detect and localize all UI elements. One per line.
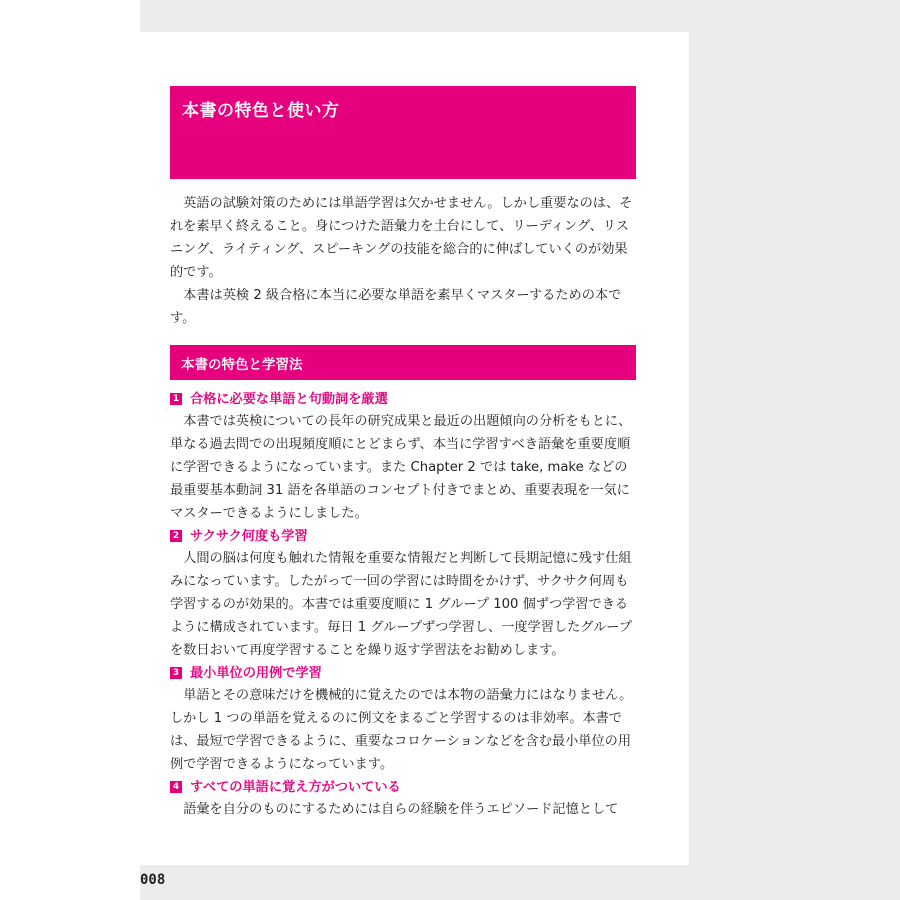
feature-body: 単語とその意味だけを機械的に覚えたのでは本物の語彙力にはなりません。しかし 1 つの単語を覚えるのに例文をまるごと学習するのは非効率。本書では、最短で学習できるように、重要なコロケーションなどを含む最小単位の用例で学習できるようになっています。 <box>170 688 633 772</box>
feature-heading <box>170 525 636 547</box>
feature-number-badge: 4 <box>170 781 182 793</box>
feature-heading-text: サクサク何度も学習 <box>190 528 308 544</box>
feature-number-badge: 2 <box>170 530 182 542</box>
feature-heading <box>170 662 636 684</box>
page-number: 008 <box>140 872 166 888</box>
feature-body: 人間の脳は何度も触れた情報を重要な情報だと判断して長期記憶に残す仕組みになっています。したがって一回の学習には時間をかけず、サクサク何周も学習するのが効果的。本書では重要度順に 1 グループ 100 個ずつ学習できるように構成されています。毎日 1 グループずつ学習し、一度学習したグループを数日おいて再度学習することを繰り返す学習法をお勧めします。 <box>170 551 632 658</box>
intro-paragraph: 本書は英検 2 級合格に本当に必要な単語を素早くマスターするための本です。 <box>170 288 622 326</box>
feature-item <box>170 662 636 776</box>
feature-list <box>170 388 636 821</box>
book-page <box>140 32 689 865</box>
intro-paragraph: 英語の試験対策のためには単語学習は欠かせません。しかし重要なのは、それを素早く終えること。身につけた語彙力を土台にして、リーディング、リスニング、ライティング、スピーキングの技能を総合的に伸ばしていくのが効果的です。 <box>170 196 633 280</box>
feature-number-badge: 3 <box>170 667 182 679</box>
feature-number-badge: 1 <box>170 393 182 405</box>
title-block <box>170 86 636 179</box>
feature-heading <box>170 388 636 410</box>
feature-heading-text: 最小単位の用例で学習 <box>190 665 322 681</box>
section-title: 本書の特色と学習法 <box>181 357 303 373</box>
feature-body: 語彙を自分のものにするためには自らの経験を伴うエピソード記憶として <box>183 802 619 817</box>
feature-body: 本書では英検についての長年の研究成果と最近の出題傾向の分析をもとに、単なる過去問での出現頻度順にとどまらず、本当に学習すべき語彙を重要度順に学習できるようになっています。また Chapter 2 では take, make などの最重要基本動詞 31 語を各単語のコンセプト付きでまとめ、重要表現を一気にマスターできるようにしました。 <box>170 414 632 521</box>
feature-heading <box>170 776 636 798</box>
feature-heading-text: すべての単語に覚え方がついている <box>190 779 401 795</box>
feature-item <box>170 525 636 662</box>
page-title: 本書の特色と使い方 <box>182 101 340 121</box>
section-header <box>170 345 636 380</box>
feature-item <box>170 776 636 821</box>
feature-heading-text: 合格に必要な単語と句動詞を厳選 <box>190 391 388 407</box>
feature-item <box>170 388 636 525</box>
intro-text <box>170 192 636 330</box>
